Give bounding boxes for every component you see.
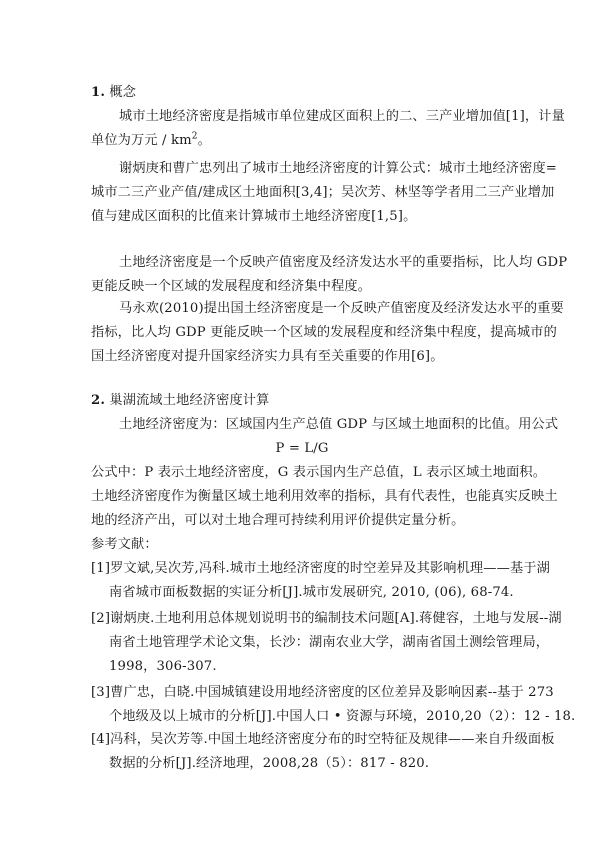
section-title: 概念 [109,85,137,100]
paragraph-line: 城市二三产业产值/建成区土地面积[3,4]；吴次芳、林坚等学者用二三产业增加 [91,185,555,200]
superscript: 2 [191,131,198,142]
section-title: 巢湖流域土地经济密度计算 [109,393,270,408]
reference-item: [1]罗文斌,吴次芳,冯科.城市土地经济密度的时空差异及其影响机理——基于湖 [91,561,550,576]
reference-item: [3]曹广忠，白晓.中国城镇建设用地经济密度的区位差异及影响因素--基于 273 [91,685,554,700]
paragraph-line: 城市土地经济密度是指城市单位建成区面积上的二、三产业增加值[1]，计量 [119,109,565,124]
paragraph-line: 土地经济密度是一个反映产值密度及经济发达水平的重要指标，比人均 GDP [119,255,568,270]
punctuation: 。 [197,133,211,148]
reference-item-continuation: 南省城市面板数据的实证分析[J].城市发展研究, 2010, (06), 68-74. [109,585,514,600]
reference-item-continuation: 数据的分析[J].经济地理，2008,28（5）：817 - 820. [109,756,430,771]
paragraph-line: 谢炳庚和曹广忠列出了城市土地经济密度的计算公式：城市土地经济密度= [119,161,557,176]
paragraph-line: 土地经济密度作为衡量区域土地利用效率的指标，具有代表性，也能真实反映土 [91,489,558,504]
paragraph-line: 马永欢(2010)提出国土经济密度是一个反映产值密度及经济发达水平的重要 [119,301,564,316]
section-number: 2. [91,393,106,408]
paragraph-line: 更能反映一个区域的发展程度和经济集中程度。 [91,279,372,294]
paragraph-line: 指标，比人均 GDP 更能反映一个区域的发展程度和经济集中程度，提高城市的 [91,325,557,340]
reference-item-continuation: 个地级及以上城市的分析[J].中国人口 • 资源与环境，2010,20（2）：12 - 18. [109,709,576,724]
paragraph-line: 土地经济密度为：区域国内生产总值 GDP 与区域土地面积的比值。用公式 [119,417,559,432]
reference-item: [2]谢炳庚.土地利用总体规划说明书的编制技术问题[A].蒋健容，土地与发展--湖 [91,611,562,626]
paragraph-line: 公式中：P 表示土地经济密度，G 表示国内生产总值，L 表示区域土地面积。 [91,465,547,480]
reference-item-continuation: 1998，306-307. [109,659,217,674]
section-1-heading [91,84,136,102]
section-number: 1. [91,85,106,100]
unit-text: 单位为万元 / km [91,133,192,148]
reference-item: [4]冯科，吴次芳等.中国土地经济密度分布的时空特征及规律——来自升级面板 [91,732,555,747]
formula: P = L/G [275,441,329,456]
paragraph-line: 地的经济产出，可以对土地合理可持续利用评价提供定量分析。 [91,513,465,528]
paragraph-line: 国土经济密度对提升国家经济实力具有至关重要的作用[6]。 [91,349,444,364]
paragraph-line: 值与建成区面积的比值来计算城市土地经济密度[1,5]。 [91,209,417,224]
reference-item-continuation: 南省土地管理学术论文集，长沙：湖南农业大学，湖南省国土测绘管理局， [109,635,550,650]
paragraph-line [91,132,211,150]
references-heading: 参考文献： [91,537,158,552]
section-2-heading [91,392,269,410]
